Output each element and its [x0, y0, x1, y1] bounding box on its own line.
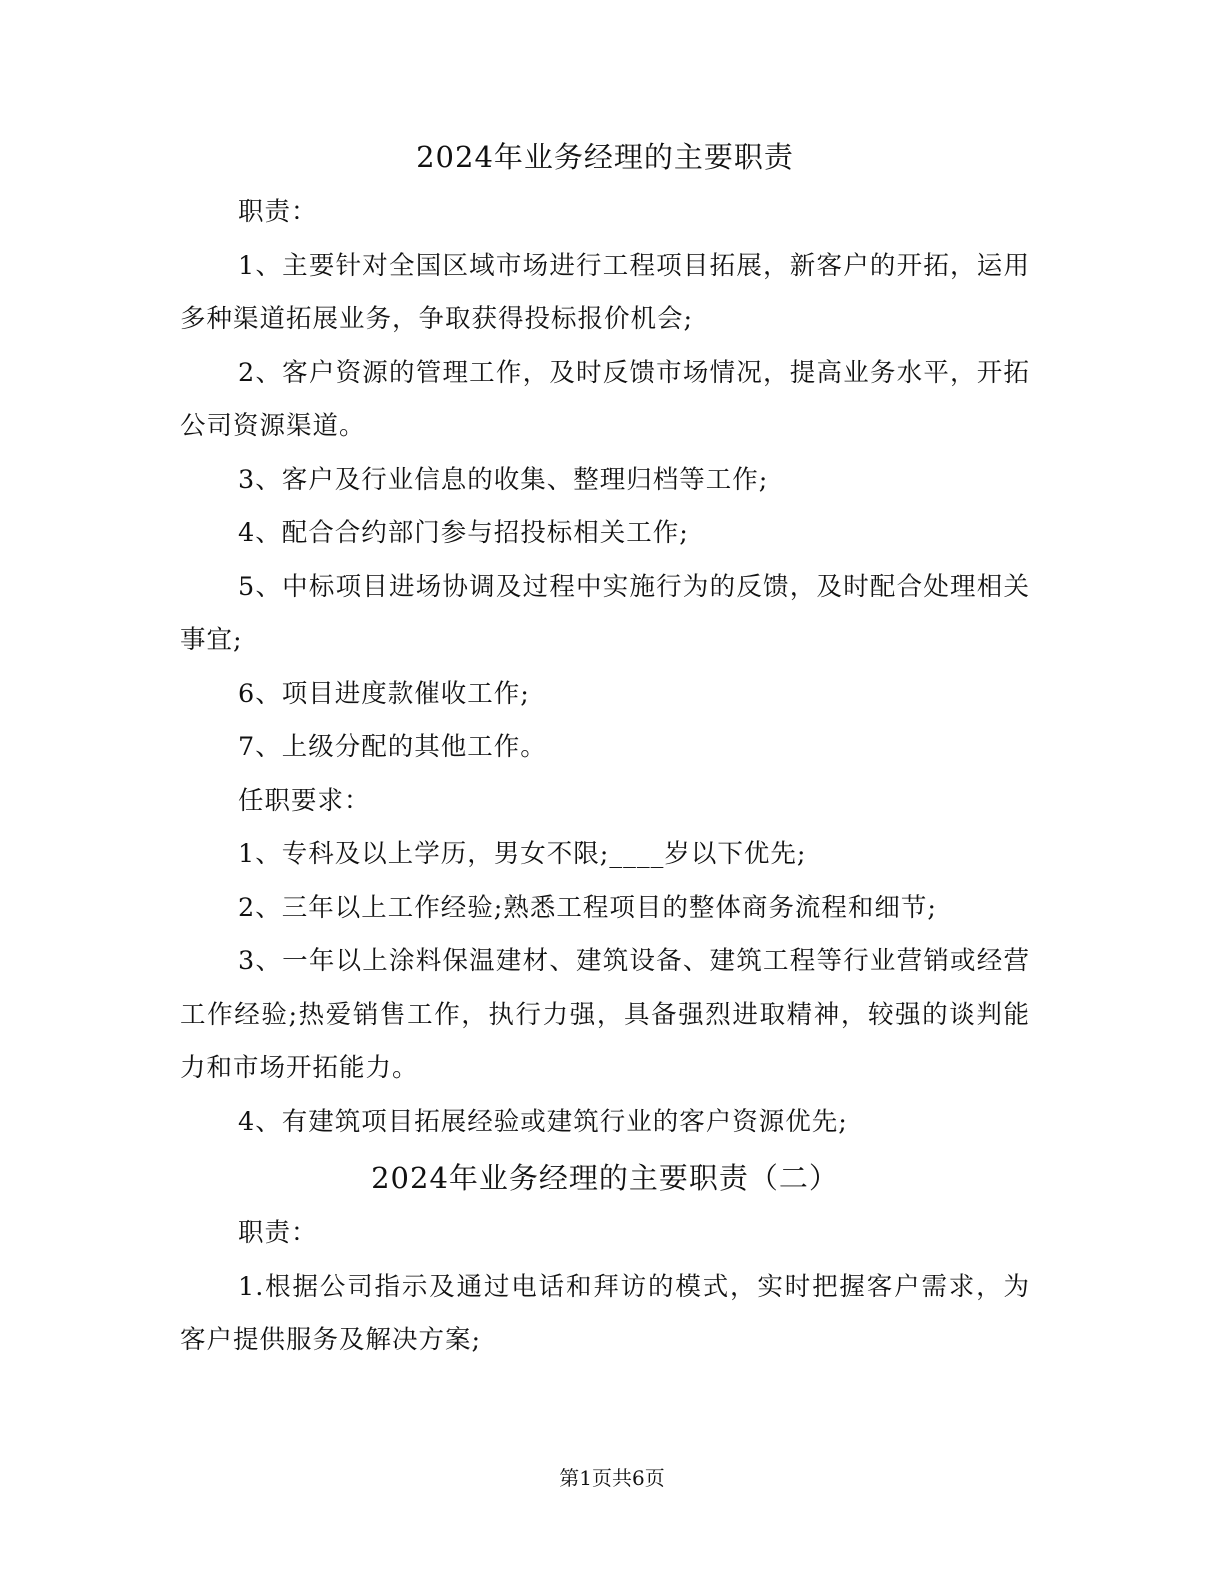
document-body — [180, 128, 1030, 1368]
page-number-footer: 第1页共6页 — [559, 1466, 665, 1490]
section2-title: 2024年业务经理的主要职责（二） — [371, 1161, 839, 1195]
section1-requirement-item: 2、三年以上工作经验;熟悉工程项目的整体商务流程和细节; — [238, 892, 937, 923]
section1-duty-item: 3、客户及行业信息的收集、整理归档等工作; — [238, 464, 769, 495]
section1-requirements-heading: 任职要求： — [238, 785, 371, 816]
section2-duties-heading: 职责： — [238, 1218, 318, 1248]
section1-duty-item: 4、配合合约部门参与招投标相关工作; — [238, 518, 689, 548]
section2-duty-item: 1.根据公司指示及通过电话和拜访的模式，实时把握客户需求，为客户提供服务及解决方案; — [180, 1271, 1030, 1355]
section1-duty-item: 7、上级分配的其他工作。 — [238, 732, 547, 762]
section1-requirement-item: 3、一年以上涂料保温建材、建筑设备、建筑工程等行业营销或经营工作经验;热爱销售工作，执行力强，具备强烈进取精神，较强的谈判能力和市场开拓能力。 — [180, 946, 1030, 1083]
section1-duty-item: 6、项目进度款催收工作; — [238, 678, 530, 709]
section1-duty-item: 1、主要针对全国区域市场进行工程项目拓展，新客户的开拓，运用多种渠道拓展业务，争取获得投标报价机会; — [180, 250, 1030, 334]
section1-duties-heading: 职责： — [238, 197, 318, 227]
section1-title: 2024年业务经理的主要职责 — [416, 140, 794, 174]
section1-requirement-item: 4、有建筑项目拓展经验或建筑行业的客户资源优先; — [238, 1106, 848, 1137]
section1-duty-item: 2、客户资源的管理工作，及时反馈市场情况，提高业务水平，开拓公司资源渠道。 — [180, 357, 1030, 441]
section1-requirement-item: 1、专科及以上学历，男女不限;____岁以下优先; — [238, 839, 807, 869]
section1-duty-item: 5、中标项目进场协调及过程中实施行为的反馈，及时配合处理相关事宜; — [180, 571, 1030, 655]
